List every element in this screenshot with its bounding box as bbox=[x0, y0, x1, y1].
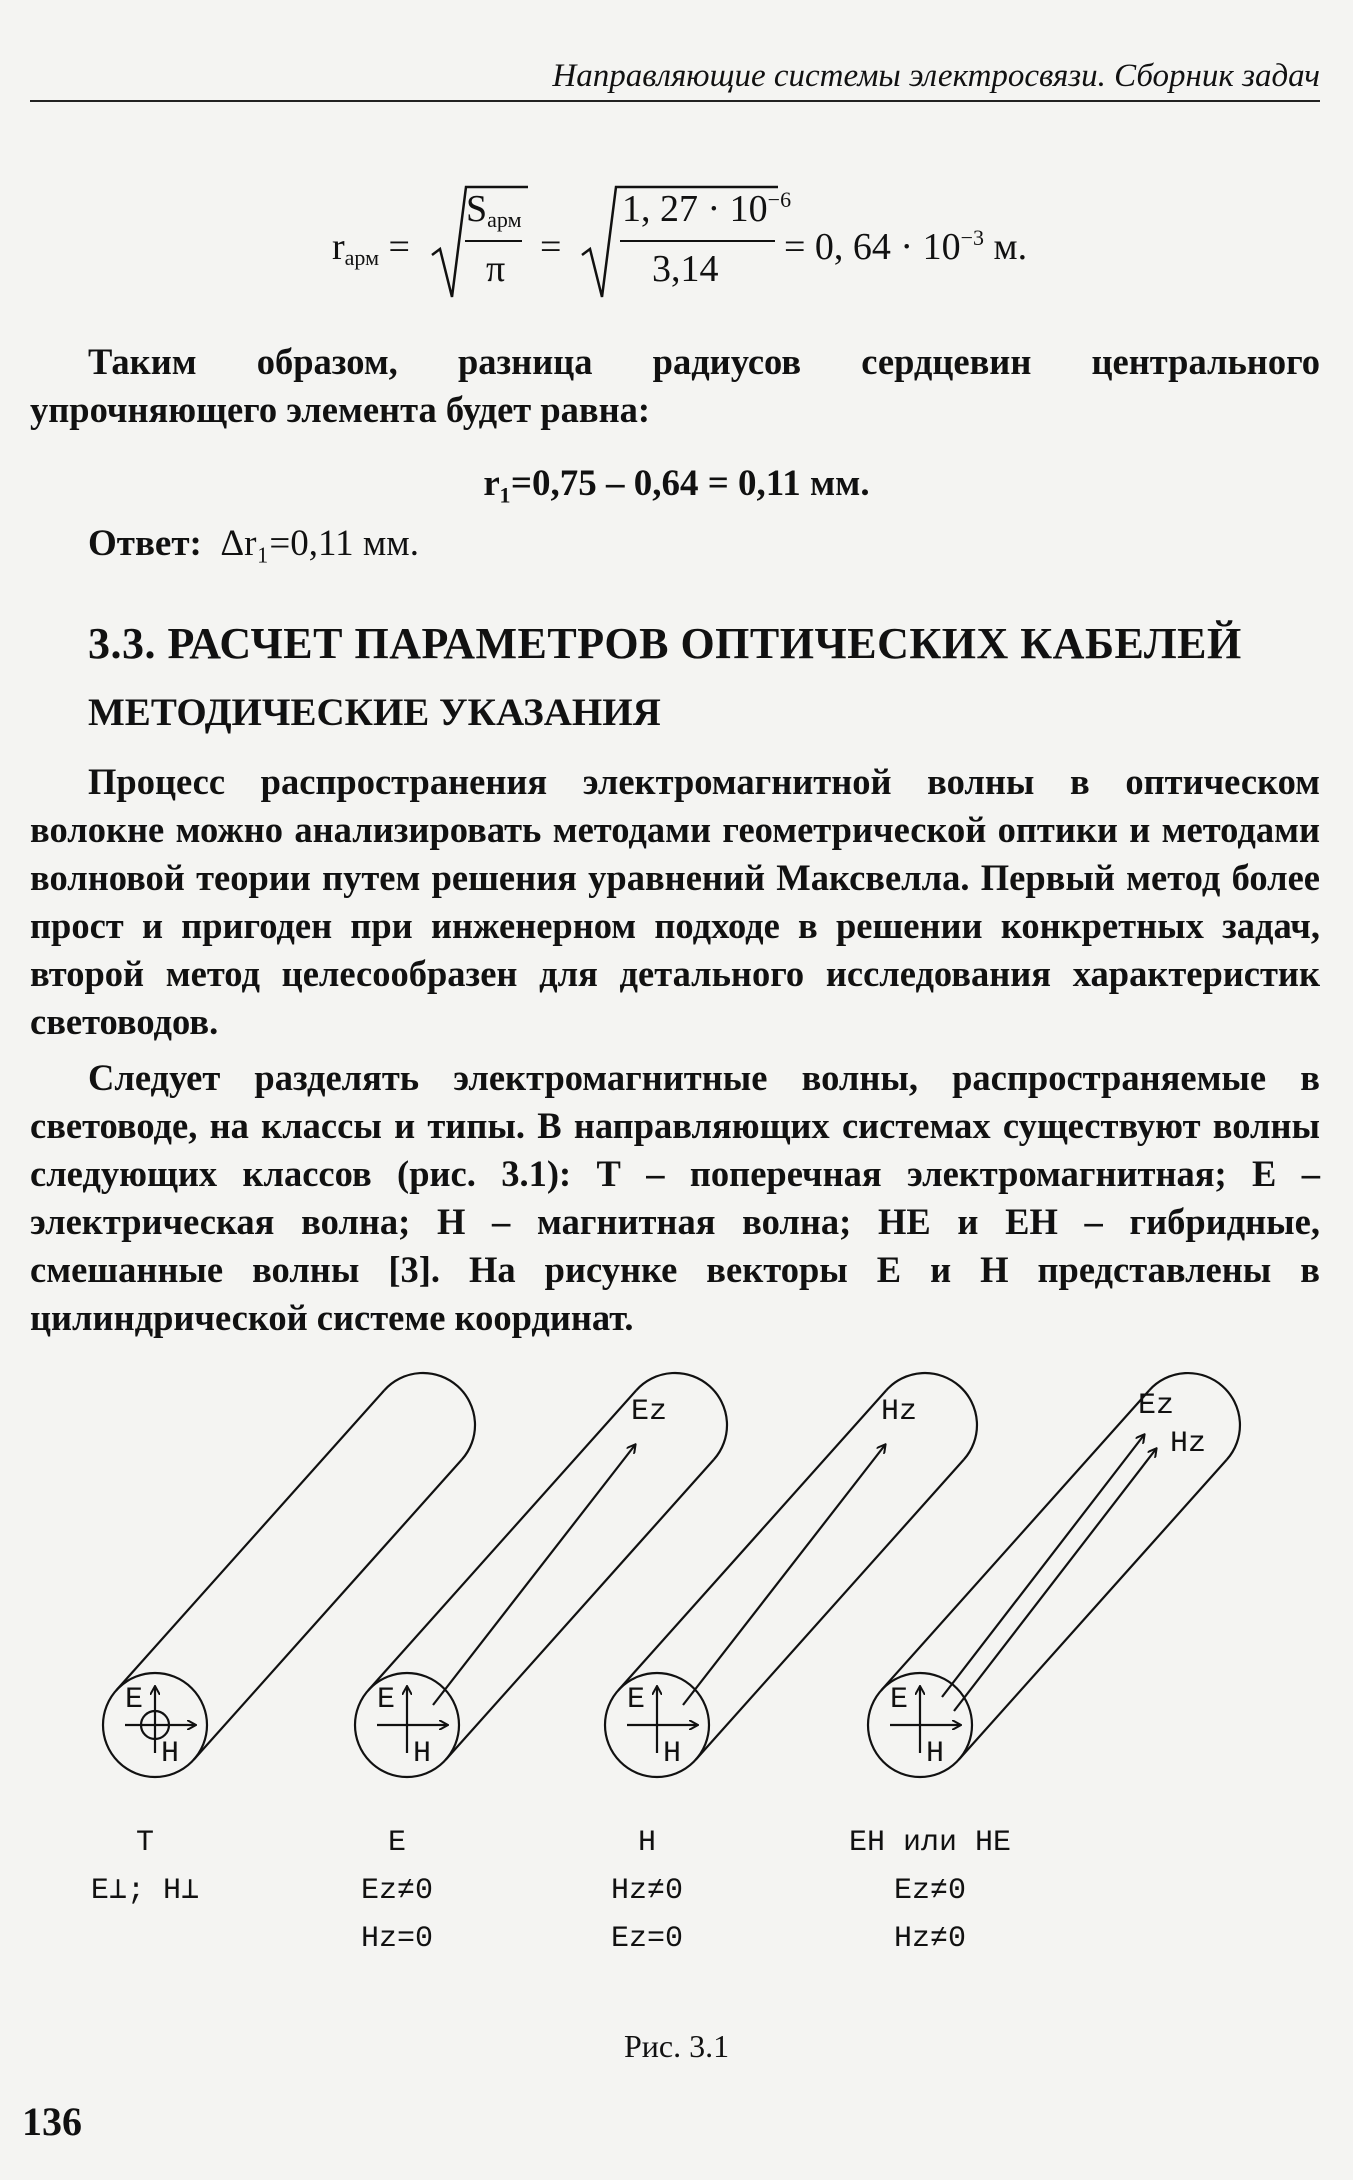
panel-3-tube-edge bbox=[618, 1390, 886, 1690]
panel-4-z-vector-1 bbox=[942, 1435, 1144, 1697]
panel-4-type-label: EH или HE bbox=[848, 1826, 1012, 1860]
formula-difference: r₁=0,75 – 0,64 = 0,11 мм. bbox=[483, 463, 870, 504]
panel-2-axis-e-label: E bbox=[377, 1683, 396, 1717]
panel-2-type-label: E bbox=[387, 1826, 407, 1860]
panel-3-tube-edge bbox=[696, 1460, 964, 1760]
formula-result: = 0, 64 · 10 bbox=[784, 226, 961, 268]
panel-2-tube-edge bbox=[446, 1460, 714, 1760]
panel-1-tube-end bbox=[384, 1373, 475, 1460]
formula-num1: S bbox=[466, 188, 488, 230]
formula-num2-sup: −6 bbox=[767, 187, 792, 212]
panel-3-condition-2: Ez=0 bbox=[610, 1922, 684, 1956]
panel-1-condition-1: E⊥; H⊥ bbox=[90, 1874, 200, 1908]
formula-lhs: r bbox=[332, 226, 345, 268]
panel-2-tube-edge bbox=[368, 1390, 636, 1690]
panel-3-type-label: H bbox=[637, 1826, 657, 1860]
panel-4-z-vector-2 bbox=[954, 1449, 1156, 1711]
page-number: 136 bbox=[22, 2099, 82, 2144]
panel-2-condition-2: Hz=0 bbox=[360, 1922, 434, 1956]
panel-1-axis-e-label: E bbox=[125, 1683, 144, 1717]
formula-result-unit: м. bbox=[984, 226, 1028, 268]
answer-line bbox=[88, 522, 419, 565]
section-title: 3.3. РАСЧЕТ ПАРАМЕТРОВ ОПТИЧЕСКИХ КАБЕЛЕЙ bbox=[88, 619, 1242, 668]
formula-num1-sub: арм bbox=[487, 207, 522, 232]
formula-result-sup: −3 bbox=[960, 225, 985, 250]
paragraph1-text: Таким образом, разница радиусов сердцевин центрального упрочняющего элемента будет равна: bbox=[30, 341, 1320, 430]
panel-4-z-label-2: Hz bbox=[1170, 1427, 1207, 1461]
panel-3-z-vector bbox=[683, 1445, 885, 1705]
header-rule bbox=[30, 100, 1320, 102]
formula-radius: rарм = Sарм π = 1, $27 \cdot 10^{-6}$ 3,14 = 0, $64 \cdot 10^{-3}$ м. bbox=[0, 185, 1353, 305]
formula-num2: 1, 27 · 10 bbox=[622, 188, 768, 230]
panel-2-condition-1: Ez≠0 bbox=[360, 1874, 434, 1908]
formula-lhs-sub: арм bbox=[344, 245, 380, 270]
paragraph3-text: Следует разделять электромагнитные волны, распространяемые в световоде, на классы и типы. В направляющих системах существуют волны следующих классов (рис. 3.1): Т – поперечная электромагнитная; Е – электрическая волна; Н – магнитная волна; НЕ и ЕН – гибридные, смешанные волны [3]. На рисунке векторы Е и Н представлены в цилиндрической системе координат. bbox=[30, 1057, 1320, 1338]
panel-2-z-label: Ez bbox=[631, 1395, 668, 1429]
panel-4-tube-edge bbox=[881, 1390, 1149, 1690]
page-header-title: Направляющие системы электросвязи. Сборник задач bbox=[552, 58, 1320, 94]
panel-4-axis-e-label: E bbox=[890, 1683, 909, 1717]
panel-3-z-label: Hz bbox=[881, 1395, 918, 1429]
panel-1-tube-edge bbox=[116, 1390, 384, 1690]
panel-2-z-vector bbox=[433, 1445, 635, 1705]
paragraph2-text: Процесс распространения электромагнитной волны в оптическом волокне можно анализировать методами геометрической оптики и методами волновой теории путем решения уравнений Максвелла. Первый метод более прост и пригоден при инженерном подходе в решении конкретных задач, второй метод целесообразен для детального исследования характеристик световодов. bbox=[30, 761, 1320, 1042]
paragraph-radius-difference bbox=[30, 338, 1320, 434]
paragraph-wave-analysis bbox=[30, 758, 1320, 1046]
formula-den2: 3,14 bbox=[652, 248, 719, 290]
panel-3-axis-h-label: H bbox=[663, 1737, 682, 1771]
panel-1-axis-h-label: H bbox=[161, 1737, 180, 1771]
panel-3-axis-e-label: E bbox=[627, 1683, 646, 1717]
panel-3-condition-1: Hz≠0 bbox=[610, 1874, 684, 1908]
subsection-title: МЕТОДИЧЕСКИЕ УКАЗАНИЯ bbox=[88, 691, 661, 734]
panel-4-axis-h-label: H bbox=[926, 1737, 945, 1771]
panel-4-condition-2: Hz≠0 bbox=[893, 1922, 967, 1956]
answer-label: Ответ: bbox=[88, 523, 202, 564]
figure-caption: Рис. 3.1 bbox=[623, 2028, 730, 2064]
panel-1-type-label: T bbox=[135, 1826, 155, 1860]
answer-value: Δr₁=0,11 мм. bbox=[220, 523, 419, 564]
panel-1-tube-edge bbox=[194, 1460, 462, 1760]
panel-4-tube-edge bbox=[959, 1460, 1227, 1760]
panel-4-z-label-1: Ez bbox=[1138, 1389, 1175, 1423]
paragraph-wave-classes bbox=[30, 1054, 1320, 1342]
figure-wave-types bbox=[0, 1370, 1353, 2030]
panel-2-axis-h-label: H bbox=[413, 1737, 432, 1771]
panel-4-condition-1: Ez≠0 bbox=[893, 1874, 967, 1908]
formula-den1: π bbox=[486, 248, 506, 290]
